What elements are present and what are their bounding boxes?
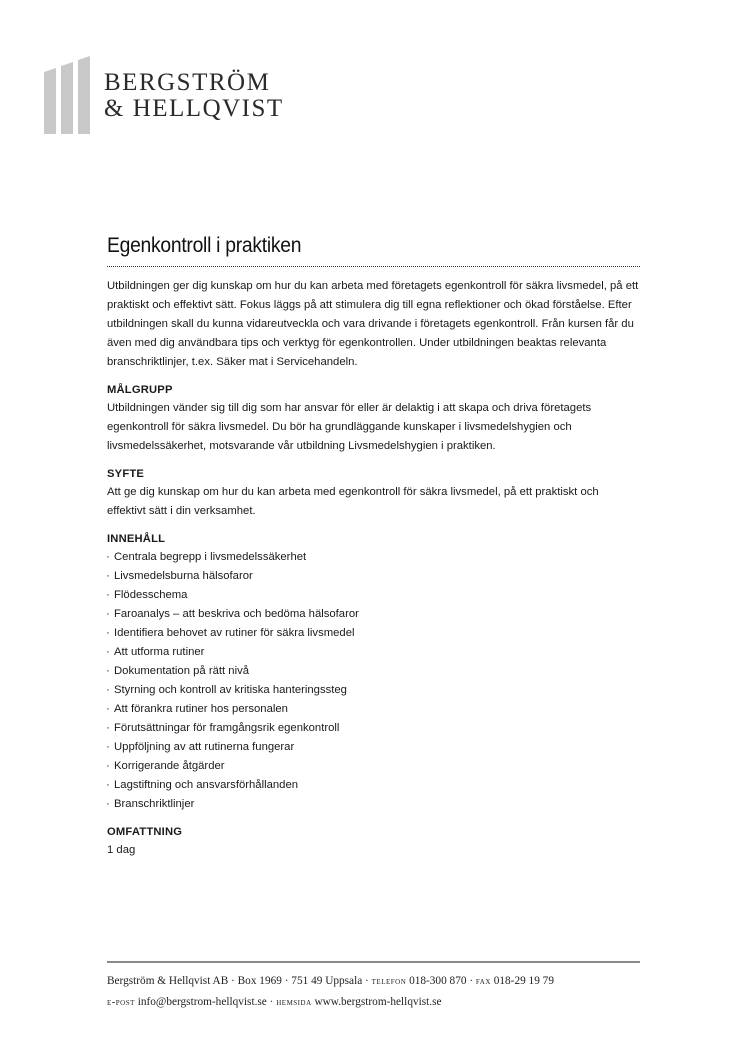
title-divider [107, 266, 640, 267]
footer-email-link[interactable]: info@bergstrom-hellqvist.se · [134, 996, 277, 1008]
bullet-icon: · [106, 760, 110, 772]
list-item [107, 643, 640, 662]
list-item [107, 662, 640, 681]
list-item [107, 605, 640, 624]
main-content [107, 234, 640, 860]
list-item-text: Korrigerande åtgärder [114, 760, 225, 772]
list-item [107, 548, 640, 567]
list-item-text: Att utforma rutiner [114, 646, 205, 658]
list-item-text: Uppföljning av att rutinerna fungerar [114, 741, 295, 753]
list-item [107, 681, 640, 700]
logo-line-1: BERGSTRÖM [104, 69, 271, 96]
bullet-icon: · [106, 722, 110, 734]
footer-website-link[interactable]: www.bergstrom-hellqvist.se [311, 996, 442, 1008]
innehall-list [107, 548, 640, 814]
omfattning-text: 1 dag [107, 844, 136, 856]
footer-rule [107, 961, 640, 963]
footer [107, 971, 647, 1013]
intro-paragraph: Utbildningen ger dig kunskap om hur du kan arbeta med företagets egenkontroll för säkra livsmedel, på ett praktiskt och effektivt sätt. Fokus läggs på att stimulera dig till egna reflektioner och ökad förståelse. Efter utbildningen skall du kunna vidareutveckla och vara drivande i företagets egenkontroll. Från kursen får du även med dig användbara tips och verktyg för egenkontrollen. Under utbildningen beaktas relevanta branschriktlinjer, t.ex. Säker mat i Servicehandeln. [107, 280, 639, 368]
list-item [107, 586, 640, 605]
footer-hemsida-label: hemsida [276, 997, 312, 1008]
bullet-icon: · [106, 589, 110, 601]
list-item [107, 624, 640, 643]
bullet-icon: · [106, 627, 110, 639]
list-item-text: Lagstiftning och ansvarsförhållanden [114, 779, 299, 791]
footer-epost-label: e-post [107, 997, 135, 1008]
syfte-text: Att ge dig kunskap om hur du kan arbeta med egenkontroll för säkra livsmedel, på ett praktiskt och effektivt sätt i din verksamhet. [107, 486, 599, 517]
list-item [107, 567, 640, 586]
list-item [107, 776, 640, 795]
list-item [107, 738, 640, 757]
bullet-icon: · [106, 684, 110, 696]
footer-fax: 018-29 19 79 [490, 975, 554, 987]
bullet-icon: · [106, 608, 110, 620]
list-item-text: Styrning och kontroll av kritiska hanteringssteg [114, 684, 347, 696]
footer-address: Bergström & Hellqvist AB · Box 1969 · 751 49 Uppsala · [107, 975, 372, 987]
bullet-icon: · [106, 646, 110, 658]
bullet-icon: · [106, 665, 110, 677]
innehall-heading: INNEHÅLL [107, 533, 166, 545]
list-item [107, 700, 640, 719]
list-item-text: Att förankra rutiner hos personalen [114, 703, 288, 715]
bullet-icon: · [106, 703, 110, 715]
bullet-icon: · [106, 779, 110, 791]
malgrupp-heading: MÅLGRUPP [107, 384, 173, 396]
company-logo [44, 56, 304, 136]
page-title: Egenkontroll i praktiken [107, 234, 302, 257]
omfattning-heading: OMFATTNING [107, 826, 183, 838]
footer-line-2 [107, 992, 647, 1013]
footer-telefon: 018-300 870 · [406, 975, 476, 987]
footer-line-1 [107, 971, 647, 992]
bullet-icon: · [106, 741, 110, 753]
list-item [107, 757, 640, 776]
list-item-text: Livsmedelsburna hälsofaror [114, 570, 253, 582]
list-item-text: Förutsättningar för framgångsrik egenkontroll [114, 722, 340, 734]
list-item-text: Dokumentation på rätt nivå [114, 665, 250, 677]
bullet-icon: · [106, 570, 110, 582]
list-item-text: Centrala begrepp i livsmedelssäkerhet [114, 551, 307, 563]
footer-telefon-label: telefon [371, 976, 407, 987]
syfte-heading: SYFTE [107, 468, 145, 480]
logo-wordmark [104, 70, 284, 122]
footer-fax-label: fax [475, 976, 491, 987]
logo-bars-icon [44, 56, 94, 134]
bullet-icon: · [106, 798, 110, 810]
list-item-text: Branschriktlinjer [114, 798, 195, 810]
bullet-icon: · [106, 551, 110, 563]
list-item-text: Identifiera behovet av rutiner för säkra livsmedel [114, 627, 355, 639]
list-item-text: Flödesschema [114, 589, 188, 601]
logo-line-2: & HELLQVIST [104, 95, 284, 122]
list-item [107, 795, 640, 814]
list-item-text: Faroanalys – att beskriva och bedöma hälsofaror [114, 608, 359, 620]
malgrupp-text: Utbildningen vänder sig till dig som har ansvar för eller är delaktig i att skapa och driva företagets egenkontroll för säkra livsmedel. Du bör ha grundläggande kunskaper i livsmedelshygien och livsmedelssäkerhet, motsvarande vår utbildning Livsmedelshygien i praktiken. [107, 402, 592, 452]
list-item [107, 719, 640, 738]
